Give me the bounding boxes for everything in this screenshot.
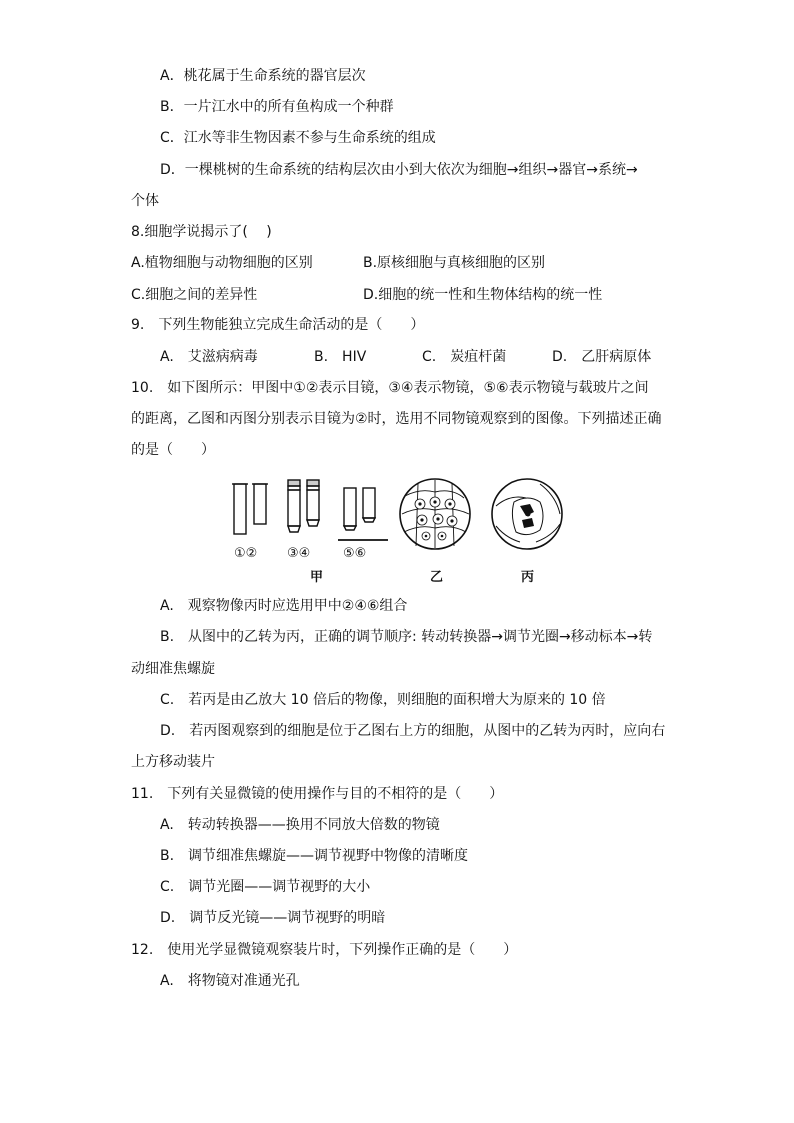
objective-5-shape [344,488,356,526]
q8-option-a: A.植物细胞与动物细胞的区别 [131,255,313,271]
q8-option-b: B.原核细胞与真核细胞的区别 [363,255,546,271]
q12-option-a: A. 将物镜对准通光孔 [160,973,300,989]
label-objectives: ③④ [287,546,311,561]
q11-option-d: D. 调节反光镜——调节视野的明暗 [160,910,386,926]
field-bing-shape [492,479,562,549]
q9-stem: 9. 下列生物能独立完成生命活动的是（ ） [131,317,425,333]
label-bing: 丙 [521,570,535,585]
q10-option-b-line2: 动细准焦螺旋 [131,661,215,677]
q11-option-b: B. 调节细准焦螺旋——调节视野中物像的清晰度 [160,848,469,864]
label-jia: 甲 [310,570,324,585]
q10-option-b-line1: B. 从图中的乙转为丙，正确的调节顺序: 转动转换器→调节光圈→移动标本→转 [160,629,653,645]
label-eyepieces: ①② [234,546,258,561]
eyepiece-1-shape [234,484,246,534]
q7-option-c: C．江水等非生物因素不参与生命系统的组成 [160,130,436,146]
label-distances: ⑤⑥ [343,546,367,561]
q10-stem-line2: 的距离，乙图和丙图分别表示目镜为②时，选用不同物镜观察到的图像。下列描述正确 [131,411,662,427]
q11-option-a: A. 转动转换器——换用不同放大倍数的物镜 [160,817,440,833]
q8-option-d: D.细胞的统一性和生物体结构的统一性 [363,287,603,303]
objective-4-shape [307,480,319,526]
q9-option-a: A. 艾滋病病毒 [160,349,258,365]
label-yi: 乙 [430,570,444,585]
q12-stem: 12. 使用光学显微镜观察装片时，下列操作正确的是（ ） [131,942,518,958]
q10-option-d-line2: 上方移动装片 [131,754,215,770]
q11-option-c: C. 调节光圈——调节视野的大小 [160,879,371,895]
q8-options-row-1 [131,254,671,272]
objective-6-shape [363,488,375,518]
eyepiece-2-shape [254,484,266,524]
q9-option-c: C. 炭疽杆菌 [422,349,507,365]
q8-stem: 8.细胞学说揭示了( ) [131,224,272,240]
q7-option-a: A．桃花属于生命系统的器官层次 [160,68,366,84]
q8-options-row-2 [131,286,671,304]
q9-option-d: D. 乙肝病原体 [552,349,652,365]
q10-option-a: A. 观察物像丙时应选用甲中②④⑥组合 [160,598,408,614]
q8-option-c: C.细胞之间的差异性 [131,287,258,303]
q11-stem: 11. 下列有关显微镜的使用操作与目的不相符的是（ ） [131,786,504,802]
q10-stem-line1: 10. 如下图所示：甲图中①②表示目镜，③④表示物镜，⑤⑥表示物镜与载玻片之间 [131,380,649,396]
q7-option-d-line1: D．一棵桃树的生命系统的结构层次由小到大依次为细胞→组织→器官→系统→ [160,162,638,178]
microscope-figure [230,476,580,586]
q9-options-row [160,348,660,366]
objective-3-shape [288,480,300,532]
q7-option-d-line2: 个体 [131,193,159,209]
q7-option-b: B．一片江水中的所有鱼构成一个种群 [160,99,394,115]
field-yi-shape [400,479,470,549]
q10-stem-line3: 的是（ ） [131,442,215,458]
q10-option-d-line1: D. 若丙图观察到的细胞是位于乙图右上方的细胞，从图中的乙转为丙时，应向右 [160,723,666,739]
q9-option-b: B. HIV [314,349,367,365]
q10-option-c: C. 若丙是由乙放大 10 倍后的物像，则细胞的面积增大为原来的 10 倍 [160,692,606,708]
